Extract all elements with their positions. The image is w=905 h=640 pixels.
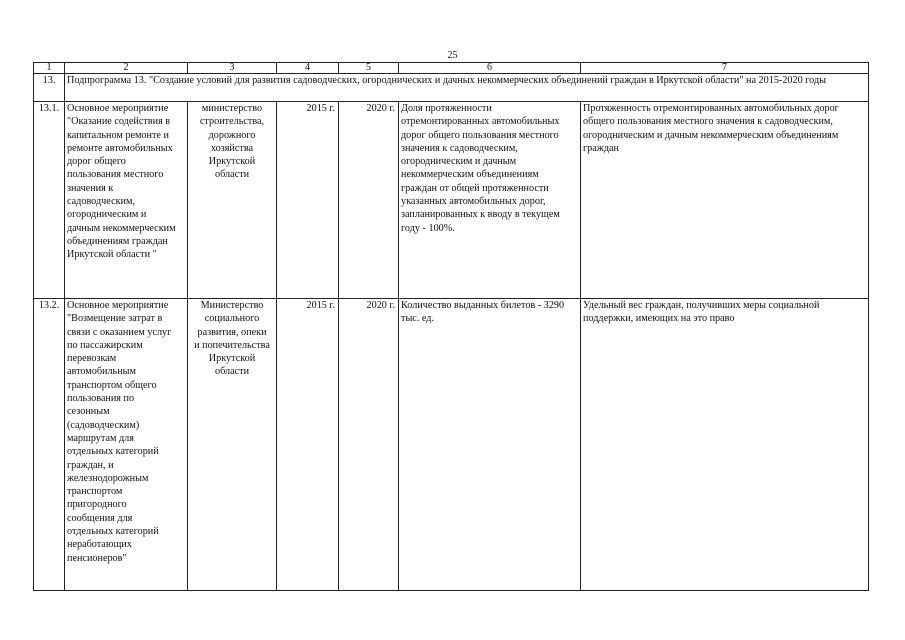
column-header: 7 (581, 63, 869, 74)
target-cell (581, 299, 869, 591)
end-year: 2020 г. (339, 299, 399, 591)
start-year: 2015 г. (277, 299, 339, 591)
activity-cell (65, 102, 188, 299)
end-year: 2020 г. (339, 102, 399, 299)
page-number: 25 (447, 50, 458, 61)
activity-cell (65, 299, 188, 591)
indicator-text: Количество выданных билетов - 3290 тыс. ед. (401, 300, 565, 325)
target-text: Удельный вес граждан, получивших меры социальной поддержки, имеющих на это право (583, 300, 820, 325)
section-title: Подпрограмма 13. "Создание условий для развития садоводческих, огороднических и дачных некоммерческих объединений граждан в Иркутской области" на 2015-2020 годы (65, 74, 869, 102)
indicator-cell (399, 299, 581, 591)
column-header: 4 (277, 63, 339, 74)
executor-cell (188, 299, 277, 591)
column-header: 2 (65, 63, 188, 74)
activity-text: Основное мероприятие "Оказание содействия в капитальном ремонте и ремонте автомобильных дорог общего пользования местного значения к садоводческим, огородническим и дачным некоммерческим объединениям граждан Иркутской области " (67, 103, 176, 261)
section-row (34, 74, 869, 102)
indicator-cell (399, 102, 581, 299)
column-header: 1 (34, 63, 65, 74)
indicator-text: Доля протяженности отремонтированных автомобильных дорог общего пользования местного значения к садоводческим, огородническим и дачным некоммерческим объединениям граждан от общей протяженности указанных автомобильных дорог, запланированных к вводу в текущем году - 100%. (401, 103, 560, 234)
activity-text: Основное мероприятие "Возмещение затрат в связи с оказанием услуг по пассажирским перевозкам автомобильным транспортом общего пользования по сезонным (садоводческим) маршрутам для отдельных категорий граждан, и железнодорожным транспортом пригородного сообщения для отдельных категорий неработающих пенсионеров" (67, 300, 172, 564)
column-number-row (34, 63, 869, 74)
executor-text: Министерство социального развития, опеки и попечительства Иркутской области (194, 300, 270, 378)
row-number: 13.1. (34, 102, 65, 299)
start-year: 2015 г. (277, 102, 339, 299)
column-header: 5 (339, 63, 399, 74)
executor-text: министерство строительства, дорожного хозяйства Иркутской области (199, 103, 265, 181)
program-table (33, 62, 869, 591)
row-number: 13.2. (34, 299, 65, 591)
column-header: 6 (399, 63, 581, 74)
section-number: 13. (34, 74, 65, 102)
table-row (34, 102, 869, 299)
executor-cell (188, 102, 277, 299)
target-cell (581, 102, 869, 299)
column-header: 3 (188, 63, 277, 74)
target-text: Протяженность отремонтированных автомобильных дорог общего пользования местного значения к садоводческим, огородническим и дачным некоммерческим объединениям граждан (583, 103, 839, 154)
table-row (34, 299, 869, 591)
